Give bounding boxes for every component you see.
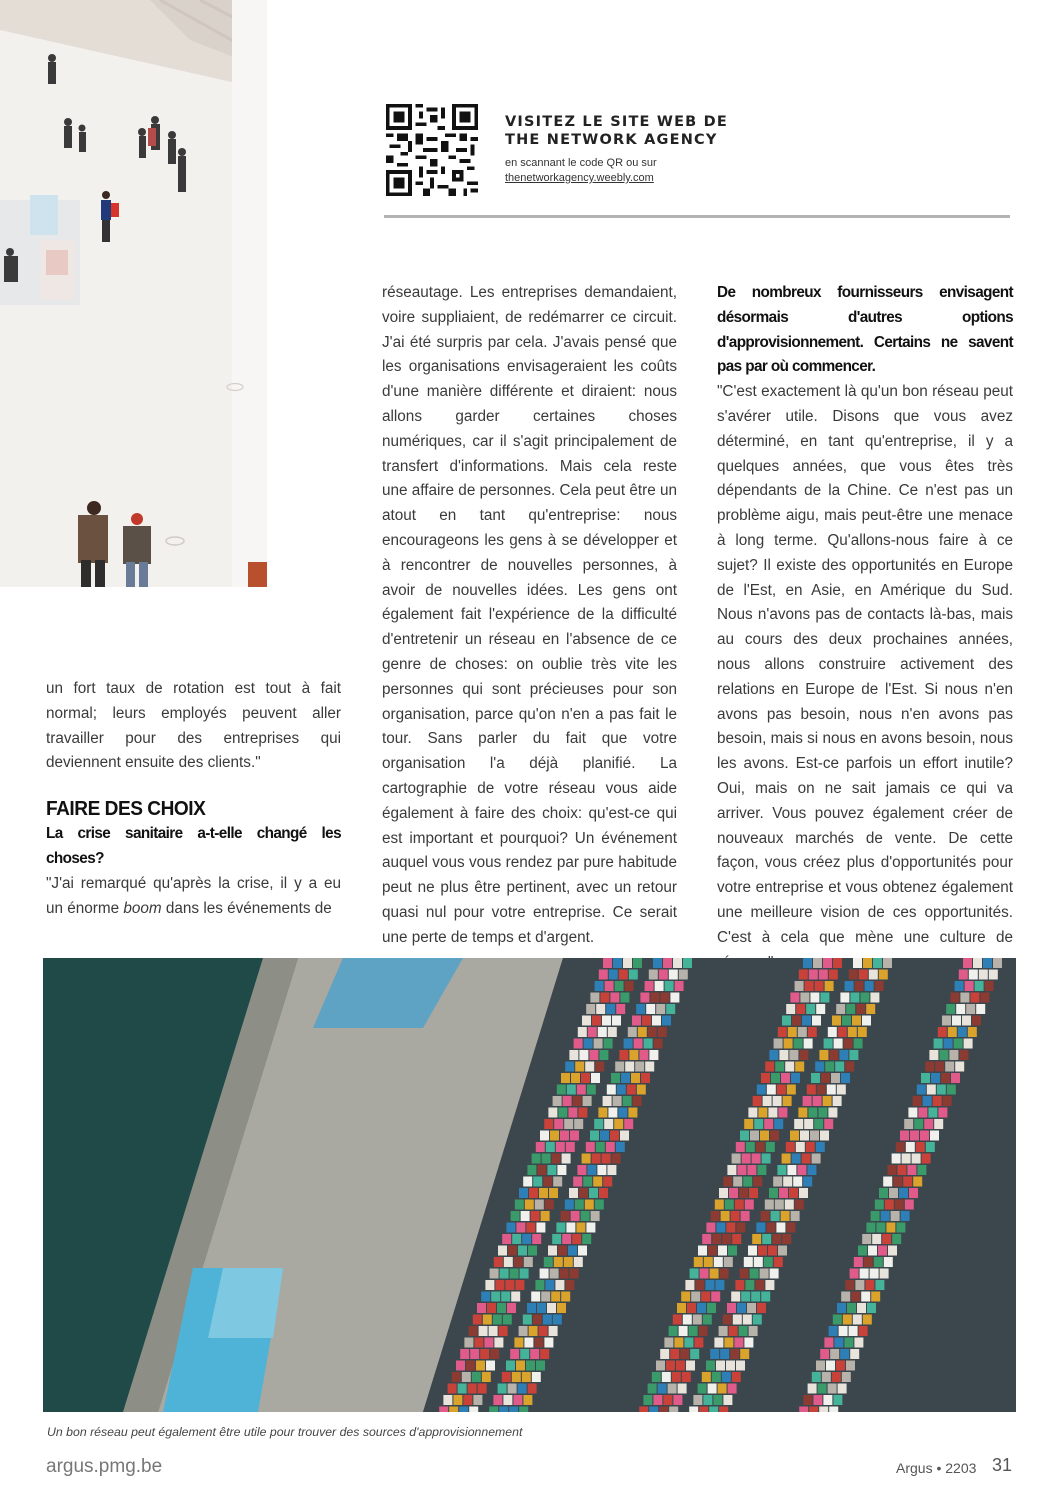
question: La crise sanitaire a-t-elle changé les choses? <box>46 825 341 867</box>
qr-title-line2: THE NETWORK AGENCY <box>505 132 718 148</box>
paragraph: "C'est exactement là qu'un bon réseau peut s'avérer utile. Disons que vous avez déterminé, en tant qu'entreprise, il y a quelques années, que vous êtes très dépendants de la Chine. Ce n'est pas un problème aigu, mais peut-être une menace à long terme. Qu'allons-nous faire à ce sujet? Il existe des opportunités en Europe de l'Est, en Asie, en Amérique du Sud. Nous n'avons pas de contacts là-bas, mais au cours des deux prochaines années, nous allons construire activement des relations en Europe de l'Est. Si nous n'en avons pas besoin, nous n'en avons pas besoin, mais si nous en avons besoin, nous les avons. Est-ce parfois un effort inutile? Oui, mais on ne sait jamais ce qui va arriver. Vous pouvez également créer de nouveaux marchés de vente. De cette façon, vous créez plus d'opportunités pour votre entreprise et vous obtenez également une meilleure vision de ces opportunités. C'est à cela que mène une culture de <box>717 383 1013 946</box>
qr-title <box>505 113 745 149</box>
question: De nombreux fournisseurs envisagent désormais d'autres options d'approvisionnement. Certains ne savent pas par où commencer. <box>717 284 1013 376</box>
footer-issue: Argus • 2203 <box>896 1460 977 1476</box>
hall-photo-illustration <box>0 0 267 587</box>
qr-subtitle: en scannant le code QR ou sur <box>505 157 657 169</box>
paragraph: un fort taux de rotation est tout à fait normal; leurs employés peuvent aller travailler pour des entreprises qui deviennent ensuite des clients." <box>46 680 341 772</box>
qr-subtitle-block <box>505 156 657 186</box>
hall-photo <box>0 0 267 587</box>
qr-code-graphic <box>386 104 478 196</box>
footer-website[interactable]: argus.pmg.be <box>46 1456 163 1477</box>
photo-caption: Un bon réseau peut également être utile pour trouver des sources d'approvisionnement <box>47 1425 523 1439</box>
divider-rule <box>384 215 1010 218</box>
article-column-1 <box>46 677 341 921</box>
article-column-2 <box>382 281 677 951</box>
page-number: 31 <box>992 1455 1013 1475</box>
qr-title-line1: VISITEZ LE SITE WEB DE <box>505 114 729 130</box>
paragraph-text: "J'ai remarqué qu'après la crise, il y a eu un énorme <box>46 874 341 917</box>
paragraph <box>46 872 341 922</box>
container-port-photo <box>43 958 1016 1412</box>
qr-code[interactable] <box>386 104 478 196</box>
container-port-illustration <box>43 958 1016 1412</box>
paragraph-text: dans les événements de <box>161 899 332 917</box>
section-heading: FAIRE DES CHOIX <box>46 797 206 821</box>
emphasis-text: boom <box>123 899 162 917</box>
article-column-3 <box>717 281 1013 975</box>
paragraph: réseautage. Les entreprises demandaient, voire suppliaient, de redémarrer ce circuit. J'ai été surpris par cela. J'avais pensé que les organisations envisageraient les coûts d'une manière différente et diraient: nous allons garder certaines choses numériques, car il s'agit principalement de transfert d'informations. Mais cela reste une affaire de personnes. Cela peut être un atout en tant qu'entreprise: nous encourageons les gens à se développer et à rencontrer de nouvelles personnes, à avoir de nouvelles idées. Les gens ont également fait l'expérience de la difficulté d'entretenir un réseau en l'absence de ce genre de choses: on oublie très vite les personnes qui sont précieuses pour son organisation, parce qu'on n'en a pas fait le tour. Sans parler du fait que votre organisation l'a déjà planifié. La cartographie de votre réseau vous aide également à faire des choix: qu'est-ce qui est important et pourquoi? Un événement auquel vous vous rendez par pure habitude peut ne plus être pertinent, avec un retour quasi nul pour votre entreprise. Ce serait une perte de temps et d'argent. <box>382 284 677 946</box>
website-link[interactable]: thenetworkagency.weebly.com <box>505 172 654 184</box>
